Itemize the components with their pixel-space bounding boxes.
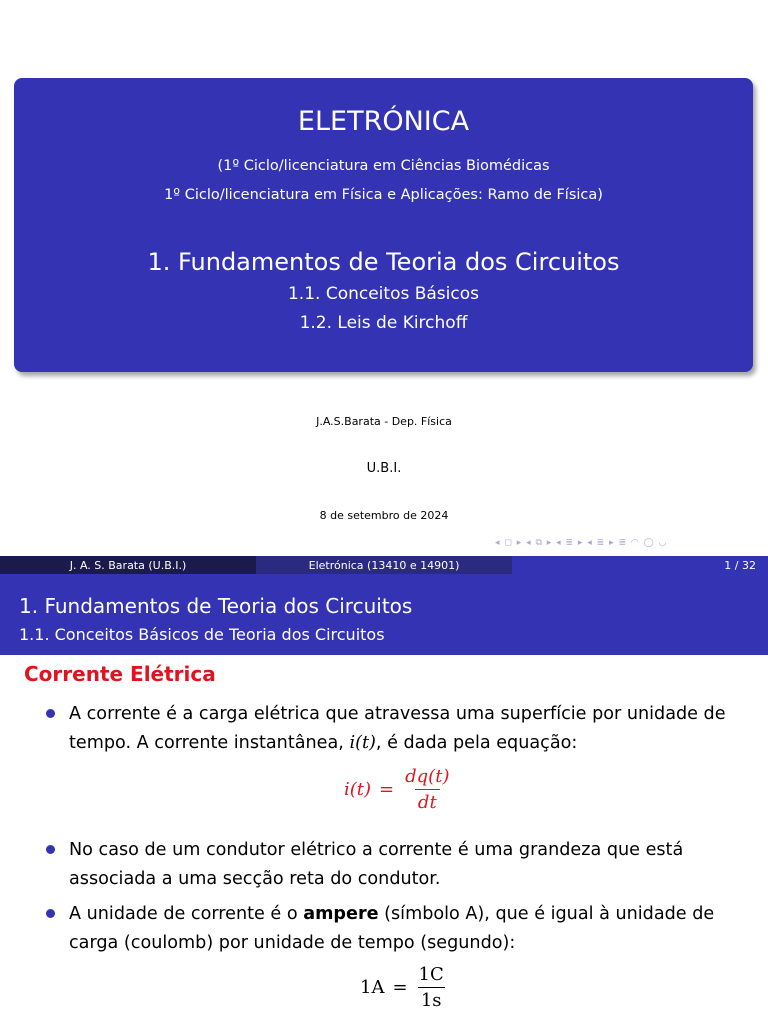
frame-title-bar — [0, 574, 768, 655]
slide-footer — [0, 556, 768, 574]
equation-ampere — [360, 964, 447, 1011]
bullet-text — [69, 700, 759, 758]
title-block — [14, 78, 753, 372]
presentation-subtitle-line1: (1º Ciclo/licenciatura em Ciências Biomédicas — [217, 158, 550, 174]
bullet-text: No caso de um condutor elétrico a corrente é uma grandeza que está associada a uma secção reta do condutor. — [69, 840, 684, 889]
presentation-subtitle-line2: 1º Ciclo/licenciatura em Física e Aplicações: Ramo de Física) — [164, 187, 603, 203]
section-heading-2: 1.2. Leis de Kirchoff — [299, 313, 468, 333]
bullet-text-part: A unidade de corrente é o — [69, 904, 304, 924]
bullet-icon — [46, 909, 55, 918]
bullet-text — [69, 900, 759, 958]
footer-page-number-cell — [512, 556, 768, 574]
bold-term: ampere — [303, 904, 379, 924]
equation-lhs: i(t) — [344, 779, 372, 800]
bullet-text-part: , é dada pela equação: — [375, 733, 578, 753]
inline-math: i(t) — [349, 733, 376, 753]
bullet-text-part: A corrente é a carga elétrica que atravessa uma superfície por unidade de tempo. A corrente instantânea, — [69, 704, 726, 753]
equation-lhs: 1A — [360, 977, 385, 998]
equation-current — [344, 766, 452, 813]
footer-page-number: 1 / 32 — [724, 558, 756, 572]
bullet-icon — [46, 845, 55, 854]
chapter-heading: 1. Fundamentos de Teoria dos Circuitos — [147, 248, 620, 276]
equation-fraction — [402, 766, 452, 813]
equation-operator: = — [392, 977, 408, 998]
beamer-navigation-icons[interactable]: ◂ ◻ ▸ ◂ ⧉ ▸ ◂ ≣ ▸ ◂ ≣ ▸ ≣ ◠ ◯ ◡ — [495, 538, 668, 548]
presentation-title: ELETRÓNICA — [297, 106, 470, 137]
institution: U.B.I. — [366, 461, 402, 476]
block-title: Corrente Elétrica — [24, 662, 216, 686]
equation-fraction — [416, 964, 447, 1011]
author: J.A.S.Barata - Dep. Física — [316, 415, 452, 428]
footer-course: Eletrónica (13410 e 14901) — [256, 556, 512, 574]
equation-denominator: 1s — [418, 987, 445, 1011]
equation-numerator: 1C — [418, 964, 444, 985]
equation-operator: = — [379, 779, 395, 800]
equation-denominator: dt — [415, 789, 440, 813]
date: 8 de setembro de 2024 — [319, 509, 449, 522]
bullet-text-part: (símbolo A), que é igual à unidade de carga (coulomb) por unidade de tempo (segundo): — [69, 904, 715, 953]
section-heading-1: 1.1. Conceitos Básicos — [287, 284, 479, 304]
footer-author: J. A. S. Barata (U.B.I.) — [0, 556, 256, 574]
frame-subtitle: 1.1. Conceitos Básicos de Teoria dos Circuitos — [19, 625, 385, 644]
frame-title: 1. Fundamentos de Teoria dos Circuitos — [19, 594, 413, 618]
bullet-icon — [46, 709, 55, 718]
equation-numerator: dq(t) — [405, 766, 450, 787]
